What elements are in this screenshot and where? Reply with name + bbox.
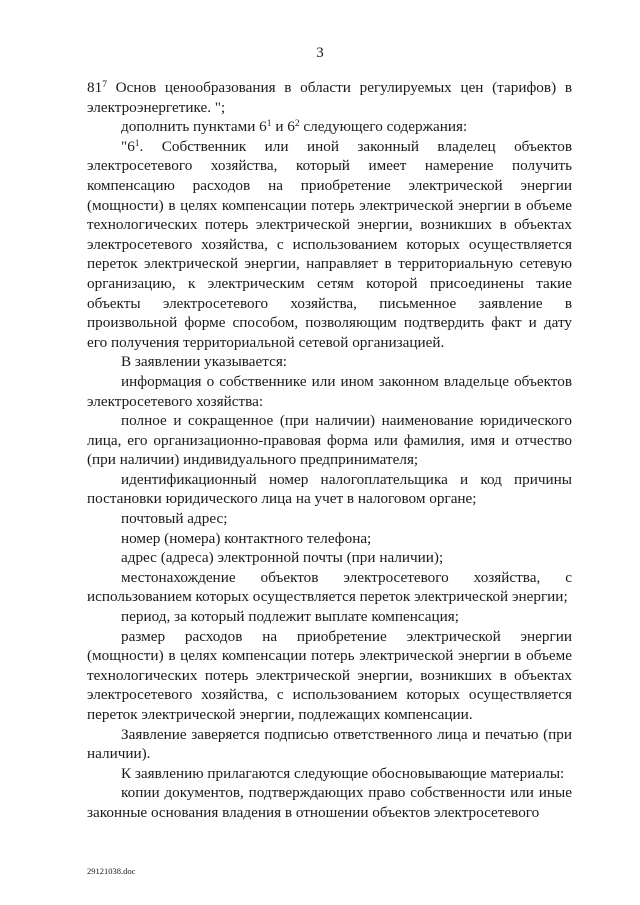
- file-name-footer: 29121038.doc: [87, 866, 136, 876]
- paragraph-8: номер (номера) контактного телефона;: [121, 529, 372, 547]
- reference-number: 81: [87, 79, 103, 96]
- paragraph-text: . Собственник или иной законный владелец объектов электросетевого хозяйства, который имеет намерение получить компенсацию расходов на приобретение электрической энергии (мощности) в целях компенсации потерь электрической энергии в объеме технологических потерь электрической энергии, возникших в объектах электросетевого хозяйства, с использованием которых осуществляется переток электрической энергии, направляет в территориальную сетевую организацию, к электрическим сетям которой присоединены такие объекты электросетевого хозяйства, письменное заявление в произвольной форме способом, позволяющим подтвердить факт и дату его получения территориальной сетевой организацией.: [87, 137, 572, 351]
- paragraph-6: идентификационный номер налогоплательщика и код причины постановки юридического лица на учет в налоговом органе;: [87, 470, 572, 508]
- paragraph-13: Заявление заверяется подписью ответственного лица и печатью (при наличии).: [87, 725, 572, 763]
- paragraph-2: [87, 137, 572, 353]
- page-number: 3: [316, 45, 324, 61]
- superscript: 1: [266, 119, 272, 130]
- superscript: 2: [294, 119, 300, 130]
- paragraph-text: дополнить пунктами 6: [121, 118, 267, 136]
- paragraph-15: копии документов, подтверждающих право собственности или иные законные основания владения в отношении объектов электросетевого: [87, 784, 572, 821]
- superscript: 7: [102, 80, 107, 90]
- paragraph-text: "6: [121, 137, 135, 155]
- paragraph-10: местонахождение объектов электросетевого хозяйства, с использованием которых осуществляется переток электрической энергии;: [87, 568, 572, 606]
- paragraph-0: [87, 78, 572, 117]
- superscript: 1: [134, 138, 140, 149]
- paragraph-9: адрес (адреса) электронной почты (при наличии);: [121, 549, 444, 567]
- paragraph-text: следующего содержания:: [299, 118, 468, 136]
- paragraph-5: полное и сокращенное (при наличии) наименование юридического лица, его организационно-правовая форма или фамилия, имя и отчество (при наличии) индивидуального предпринимателя;: [87, 412, 572, 469]
- paragraph-7: почтовый адрес;: [121, 510, 228, 528]
- paragraph-4: информация о собственнике или ином законном владельце объектов электросетевого хозяйства:: [87, 372, 572, 410]
- document-body: [87, 78, 572, 823]
- paragraph-3: В заявлении указывается:: [121, 353, 288, 371]
- paragraph-14: К заявлению прилагаются следующие обосновывающие материалы:: [121, 764, 565, 782]
- paragraph-text: и 6: [271, 118, 295, 136]
- paragraph-text: Основ ценообразования в области регулируемых цен (тарифов) в электроэнергетике. ";: [87, 79, 572, 116]
- paragraph-12: размер расходов на приобретение электрической энергии (мощности) в целях компенсации потерь электрической энергии в объеме технологических потерь электрической энергии, возникших в объектах электросетевого хозяйства, с использованием которых осуществляется переток электрической энергии, подлежащих компенсации.: [87, 627, 572, 723]
- paragraph-11: период, за который подлежит выплате компенсация;: [121, 608, 459, 626]
- paragraph-1: [87, 117, 572, 137]
